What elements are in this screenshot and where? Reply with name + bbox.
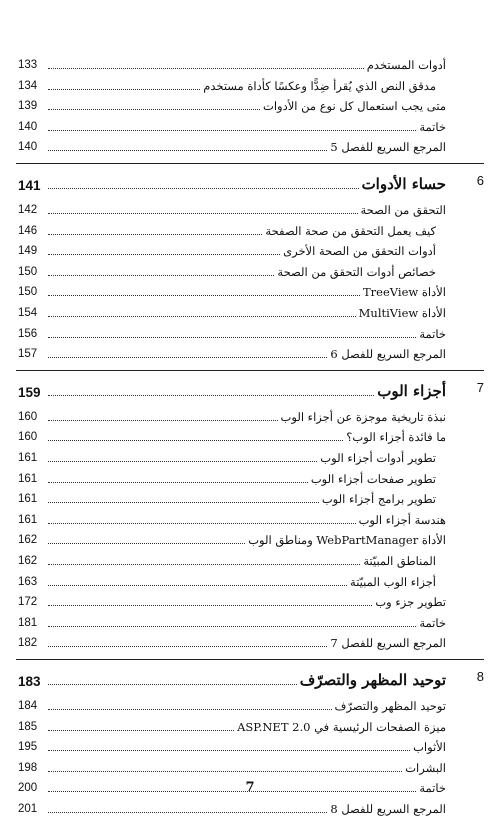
- toc-entry: [18, 569, 446, 589]
- entry-page: 133: [18, 59, 38, 71]
- entry-page: 146: [18, 224, 38, 237]
- entry-page: 163: [18, 575, 38, 588]
- entry-title: المرجع السريع للفصل 6: [330, 347, 446, 362]
- entry-title: خاتمة: [419, 781, 446, 796]
- entry-page: 134: [18, 79, 38, 92]
- dot-leader: [48, 564, 360, 565]
- entry-page: 161: [18, 472, 38, 485]
- toc-entry: [18, 134, 446, 154]
- dot-leader: [48, 150, 327, 151]
- entry-title: أدوات التحقق من الصحة الأخرى: [283, 244, 436, 259]
- toc-entry: [18, 424, 446, 444]
- dot-leader: [48, 730, 234, 731]
- toc-entry: [18, 445, 446, 465]
- dot-leader: [48, 482, 308, 483]
- dot-leader: [48, 213, 358, 214]
- dot-leader: [48, 750, 410, 751]
- entry-title: التحقق من الصحة: [360, 203, 446, 217]
- chapter-heading: [18, 665, 446, 689]
- entry-page: 139: [18, 100, 38, 113]
- dot-leader: [48, 461, 317, 462]
- entry-title: تطوير أدوات أجزاء الوب: [320, 451, 436, 465]
- dot-leader: [48, 295, 360, 296]
- dot-leader: [48, 337, 416, 338]
- toc-entry: [18, 755, 446, 775]
- entry-title: توحيد المظهر والتصرّف: [334, 699, 446, 713]
- chapter-number: 8: [476, 669, 484, 684]
- toc-entry: [18, 197, 446, 217]
- dot-leader: [48, 646, 327, 647]
- toc-entry: [18, 630, 446, 650]
- entry-page: 161: [18, 493, 38, 506]
- toc-entry: [18, 321, 446, 341]
- chapter-title: توحيد المظهر والتصرّف: [299, 671, 446, 689]
- toc-entry: [18, 734, 446, 754]
- entry-page: 142: [18, 204, 38, 216]
- toc-entry: [18, 73, 446, 93]
- dot-leader: [48, 357, 327, 358]
- page-number: 7: [245, 780, 255, 795]
- dot-leader: [48, 130, 416, 131]
- entry-page: 161: [18, 513, 38, 526]
- chapter-number: 6: [476, 173, 484, 188]
- entry-title: مدقق النص الذي يُقرأ ضِدًّا وعكسًا كأداة مستخدم: [203, 78, 436, 93]
- toc-entry: [18, 238, 446, 258]
- entry-title: الأثواب: [413, 740, 446, 755]
- entry-page: 161: [18, 452, 38, 464]
- entry-title: خاتمة: [419, 326, 446, 341]
- dot-leader: [48, 684, 297, 685]
- toc-entry: [18, 404, 446, 424]
- toc-entry: [18, 52, 446, 72]
- entry-page: 149: [18, 245, 38, 258]
- toc-entry: [18, 114, 446, 134]
- entry-title: تطوير جزء وب: [375, 595, 446, 610]
- entry-title: الأداة MultiView: [358, 306, 446, 320]
- dot-leader: [48, 420, 278, 421]
- toc-entry: [18, 610, 446, 630]
- entry-page: 184: [18, 700, 38, 712]
- entry-page: 150: [18, 286, 38, 299]
- chapter-number: 7: [476, 379, 484, 395]
- toc-entry: [18, 341, 446, 361]
- chapter-rule: [16, 659, 484, 660]
- toc-entry: [18, 796, 446, 816]
- chapter-page: 159: [18, 384, 41, 400]
- entry-page: 198: [18, 761, 38, 774]
- entry-title: الأداة WebPartManager ومناطق الوب: [248, 533, 446, 548]
- dot-leader: [48, 234, 262, 235]
- dot-leader: [48, 254, 280, 255]
- entry-title: تطوير برامج أجزاء الوب: [321, 492, 436, 507]
- entry-title: خاتمة: [419, 615, 446, 630]
- entry-page: 160: [18, 431, 38, 444]
- entry-title: المناطق المبيّتة: [363, 554, 436, 568]
- entry-page: 140: [18, 120, 38, 133]
- entry-page: 201: [18, 803, 38, 815]
- chapter-page: 183: [18, 674, 41, 689]
- entry-page: 160: [18, 410, 38, 423]
- entry-page: 185: [18, 720, 38, 733]
- entry-page: 182: [18, 637, 38, 650]
- toc-entry: [18, 693, 446, 713]
- entry-page: 150: [18, 265, 38, 278]
- dot-leader: [48, 68, 364, 69]
- dot-leader: [48, 275, 274, 276]
- entry-title: ما فائدة أجزاء الوب؟: [346, 430, 446, 445]
- entry-page: 157: [18, 348, 38, 361]
- toc-entry: [18, 279, 446, 299]
- dot-leader: [48, 523, 356, 524]
- toc-entry: [18, 466, 446, 486]
- toc-entry: [18, 527, 446, 547]
- entry-title: هندسة أجزاء الوب: [358, 512, 446, 527]
- chapter-rule: [16, 163, 484, 164]
- toc-entry: [18, 300, 446, 320]
- toc-entry: [18, 259, 446, 279]
- dot-leader: [48, 626, 416, 627]
- entry-page: 162: [18, 555, 38, 567]
- toc-entry: [18, 218, 446, 238]
- toc-entry: [18, 507, 446, 527]
- toc-entry: [18, 589, 446, 609]
- toc-entry: [18, 93, 446, 113]
- chapter-rule: [16, 370, 484, 371]
- dot-leader: [48, 395, 374, 396]
- entry-title: متى يجب استعمال كل نوع من الأدوات: [263, 99, 446, 114]
- dot-leader: [48, 502, 319, 503]
- toc-entry: [18, 714, 446, 734]
- chapter-title: حساء الأدوات: [361, 175, 446, 193]
- entry-page: 154: [18, 307, 38, 319]
- dot-leader: [48, 109, 260, 110]
- dot-leader: [48, 771, 402, 772]
- chapter-page: 141: [18, 178, 41, 193]
- dot-leader: [48, 543, 245, 544]
- entry-title: المرجع السريع للفصل 7: [330, 636, 446, 651]
- entry-title: خصائص أدوات التحقق من الصحة: [277, 264, 436, 279]
- entry-title: أجزاء الوب المبيّتة: [350, 574, 436, 589]
- entry-page: 200: [18, 782, 38, 795]
- entry-page: 181: [18, 616, 38, 629]
- entry-title: نبذة تاريخية موجزة عن أجزاء الوب: [280, 409, 446, 424]
- dot-leader: [48, 605, 372, 606]
- dot-leader: [48, 812, 327, 813]
- entry-page: 156: [18, 327, 38, 340]
- entry-title: ميزة الصفحات الرئيسية في ASP.NET 2.0: [237, 719, 446, 734]
- entry-page: 195: [18, 741, 38, 754]
- dot-leader: [48, 440, 343, 441]
- entry-title: تطوير صفحات أجزاء الوب: [310, 471, 436, 486]
- entry-title: أدوات المستخدم: [366, 58, 446, 72]
- dot-leader: [48, 89, 200, 90]
- dot-leader: [48, 585, 347, 586]
- dot-leader: [48, 188, 359, 189]
- toc-entry: [18, 548, 446, 568]
- entry-page: 140: [18, 141, 38, 154]
- dot-leader: [48, 316, 356, 317]
- chapter-heading: [18, 376, 446, 400]
- entry-title: كيف يعمل التحقق من صحة الصفحة: [265, 223, 436, 238]
- entry-title: الأداة TreeView: [363, 285, 446, 300]
- entry-title: خاتمة: [419, 119, 446, 134]
- entry-title: المرجع السريع للفصل 8: [330, 802, 446, 816]
- entry-page: 162: [18, 534, 38, 547]
- entry-page: 172: [18, 596, 38, 609]
- entry-title: البشرات: [405, 760, 446, 775]
- dot-leader: [48, 709, 332, 710]
- chapter-title: أجزاء الوب: [377, 381, 446, 400]
- toc-entry: [18, 486, 446, 506]
- entry-title: المرجع السريع للفصل 5: [330, 140, 446, 155]
- chapter-heading: [18, 169, 446, 193]
